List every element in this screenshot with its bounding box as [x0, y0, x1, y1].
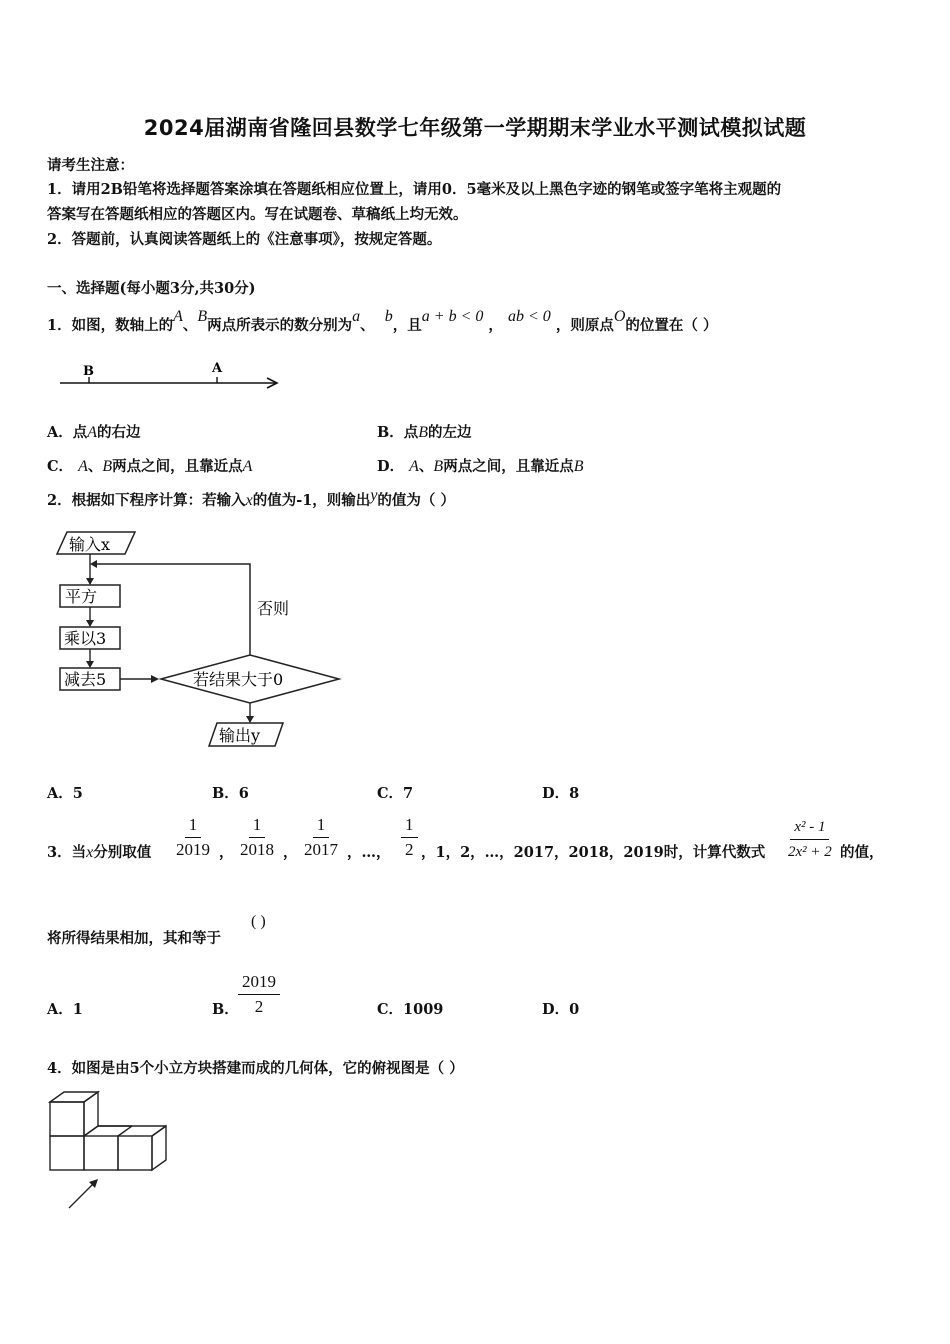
q3-var-x: x: [86, 844, 94, 861]
cube-edge: [84, 1126, 98, 1136]
q1-var-a: a: [352, 308, 361, 325]
view-arrow-line: [69, 1181, 96, 1208]
q3-comma-2: ，: [283, 844, 298, 861]
q2-text-1: 2．根据如下程序计算：若输入: [47, 492, 246, 509]
q3-option-b-den: 2: [254, 997, 264, 1016]
q2-option-a[interactable]: A．5: [47, 785, 83, 802]
q2-var-y: y: [370, 487, 378, 504]
cube-face: [118, 1136, 152, 1170]
q3-fraction-4-num: 1: [401, 815, 418, 838]
q1-option-b-var: B: [418, 424, 429, 441]
q1-stem: [47, 308, 718, 335]
q3-fraction-1: [172, 815, 214, 860]
q3-expression-den: 2x² + 2: [788, 844, 832, 860]
flow-arrow-icon: [86, 578, 94, 585]
q2-stem: [47, 489, 455, 510]
cube-figure: [45, 1088, 190, 1213]
section-heading: 一、选择题(每小题3分,共30分): [47, 280, 256, 297]
q1-sep-2: 、: [360, 317, 375, 334]
q1-option-d-sep: 、: [418, 458, 434, 475]
q2-text-2: 的值为-1，则输出: [252, 492, 371, 509]
cube-face: [50, 1136, 84, 1170]
q1-condition-2: ab < 0: [507, 308, 551, 325]
q3-stem-end: 的值，: [840, 844, 884, 861]
number-line-figure: [55, 358, 290, 392]
flow-times3-label: 乘以3: [64, 629, 107, 648]
q2-option-b[interactable]: B．6: [212, 785, 249, 802]
q3-fraction-3: [300, 815, 342, 860]
flow-else-label: 否则: [257, 599, 290, 618]
q3-answer-blank: ( ): [251, 913, 266, 930]
cube-face: [84, 1136, 118, 1170]
q3-option-b-fraction: [238, 972, 280, 1017]
q1-var-O: O: [613, 308, 626, 325]
q1-text-3: ，且: [392, 317, 422, 334]
q1-var-A: A: [173, 308, 183, 325]
cube-side: [152, 1126, 166, 1170]
q1-option-c-label: C．: [47, 458, 74, 475]
label-A: A: [212, 361, 223, 376]
notice-line-1b: 答案写在答题纸相应的答题区内。写在试题卷、草稿纸上均无效。: [47, 206, 468, 223]
notice-heading: 请考生注意：: [47, 157, 134, 174]
q1-option-d[interactable]: [377, 455, 583, 476]
q1-option-c-sep: 、: [87, 458, 103, 475]
q1-option-d-label: D．: [377, 458, 405, 475]
q3-stem-middle: ，1，2，…，2017，2018，2019时，计算代数式: [421, 844, 766, 861]
q1-text-1: 1．如图，数轴上的: [47, 317, 174, 334]
flow-input-label: 输入x: [69, 535, 111, 554]
q3-option-b-num: 2019: [238, 972, 280, 995]
flow-loop-line: [94, 564, 250, 655]
flowchart-figure: [45, 522, 350, 754]
q1-option-d-text: 两点之间，且靠近点: [443, 458, 574, 475]
q3-expression: [784, 817, 836, 862]
q3-option-d[interactable]: D．0: [542, 1001, 580, 1018]
q3-stem-start: [47, 841, 151, 862]
q3-fraction-3-num: 1: [313, 815, 330, 838]
q3-fraction-3-den: 2017: [304, 840, 338, 859]
flow-minus5-label: 减去5: [64, 670, 107, 689]
q1-option-b-label: B．点: [377, 424, 419, 441]
flow-arrow-icon: [246, 716, 254, 723]
flow-output-label: 输出y: [219, 726, 261, 745]
q1-text-2: 两点所表示的数分别为: [207, 317, 353, 334]
q1-option-d-var-3: B: [573, 458, 584, 475]
q1-option-a-text: 的右边: [97, 424, 141, 441]
cube-face: [50, 1102, 84, 1136]
q1-option-c-var-3: A: [242, 458, 253, 475]
q3-comma-1: ，: [219, 844, 234, 861]
q4-stem: 4．如图是由5个小立方块搭建而成的几何体，它的俯视图是（ ）: [47, 1060, 464, 1077]
q1-option-c-text: 两点之间，且靠近点: [112, 458, 243, 475]
q1-option-a-var: A: [87, 424, 98, 441]
flow-loop-arrow-icon: [90, 560, 97, 568]
q1-option-b[interactable]: [377, 421, 472, 442]
q1-option-c[interactable]: [47, 455, 252, 476]
q3-fraction-1-num: 1: [185, 815, 202, 838]
q3-option-c[interactable]: C．1009: [377, 1001, 444, 1018]
q1-sep-3: ，: [488, 317, 503, 334]
q3-option-a[interactable]: A．1: [47, 1001, 83, 1018]
cube-side: [84, 1092, 98, 1136]
q1-option-d-var-1: A: [409, 458, 419, 475]
page-title: 2024届湖南省隆回县数学七年级第一学期期末学业水平测试模拟试题: [143, 116, 807, 140]
q3-text-1: 3．当: [47, 844, 87, 861]
q1-option-a-label: A．点: [47, 424, 88, 441]
q1-option-c-var-1: A: [78, 458, 88, 475]
q3-stem-line2: 将所得结果相加，其和等于: [47, 930, 221, 947]
q3-option-b-label[interactable]: B．: [212, 1001, 239, 1018]
flow-arrow-icon: [86, 620, 94, 627]
q1-option-b-text: 的左边: [428, 424, 472, 441]
label-B: B: [83, 364, 94, 379]
q3-fraction-2-num: 1: [249, 815, 266, 838]
q1-var-B: B: [197, 308, 208, 325]
q3-ellipsis: ，…，: [347, 844, 391, 861]
q3-text-2: 分别取值: [93, 844, 152, 861]
q3-fraction-4-den: 2: [405, 840, 414, 859]
q1-text-4: ，则原点: [555, 317, 614, 334]
q1-option-d-var-2: B: [433, 458, 444, 475]
q3-expression-num: x² - 1: [790, 817, 829, 840]
q1-condition-1: a + b < 0: [421, 308, 484, 325]
flow-condition-label: 若结果大于0: [193, 670, 284, 689]
q2-var-x: x: [245, 492, 253, 509]
q3-fraction-2: [236, 815, 278, 860]
flow-arrow-icon: [151, 675, 159, 683]
q3-fraction-4: [401, 815, 418, 860]
q1-text-5: 的位置在（ ）: [625, 317, 718, 334]
cube-edge: [118, 1126, 132, 1136]
q2-text-3: 的值为（ ）: [377, 492, 455, 509]
q2-option-d[interactable]: D．8: [542, 785, 580, 802]
flow-square-label: 平方: [65, 587, 98, 606]
q1-var-b: b: [384, 308, 393, 325]
notice-line-2: 2．答题前，认真阅读答题纸上的《注意事项》，按规定答题。: [47, 231, 442, 248]
q3-fraction-2-den: 2018: [240, 840, 274, 859]
q2-option-c[interactable]: C．7: [377, 785, 414, 802]
flow-arrow-icon: [86, 661, 94, 668]
q3-fraction-1-den: 2019: [176, 840, 210, 859]
q1-option-a[interactable]: [47, 421, 141, 442]
notice-line-1a: 1．请用2B铅笔将选择题答案涂填在答题纸相应位置上，请用0．5毫米及以上黑色字迹的钢笔或签字笔将主观题的: [47, 181, 782, 198]
q1-option-c-var-2: B: [102, 458, 113, 475]
q1-sep-1: 、: [182, 317, 198, 334]
